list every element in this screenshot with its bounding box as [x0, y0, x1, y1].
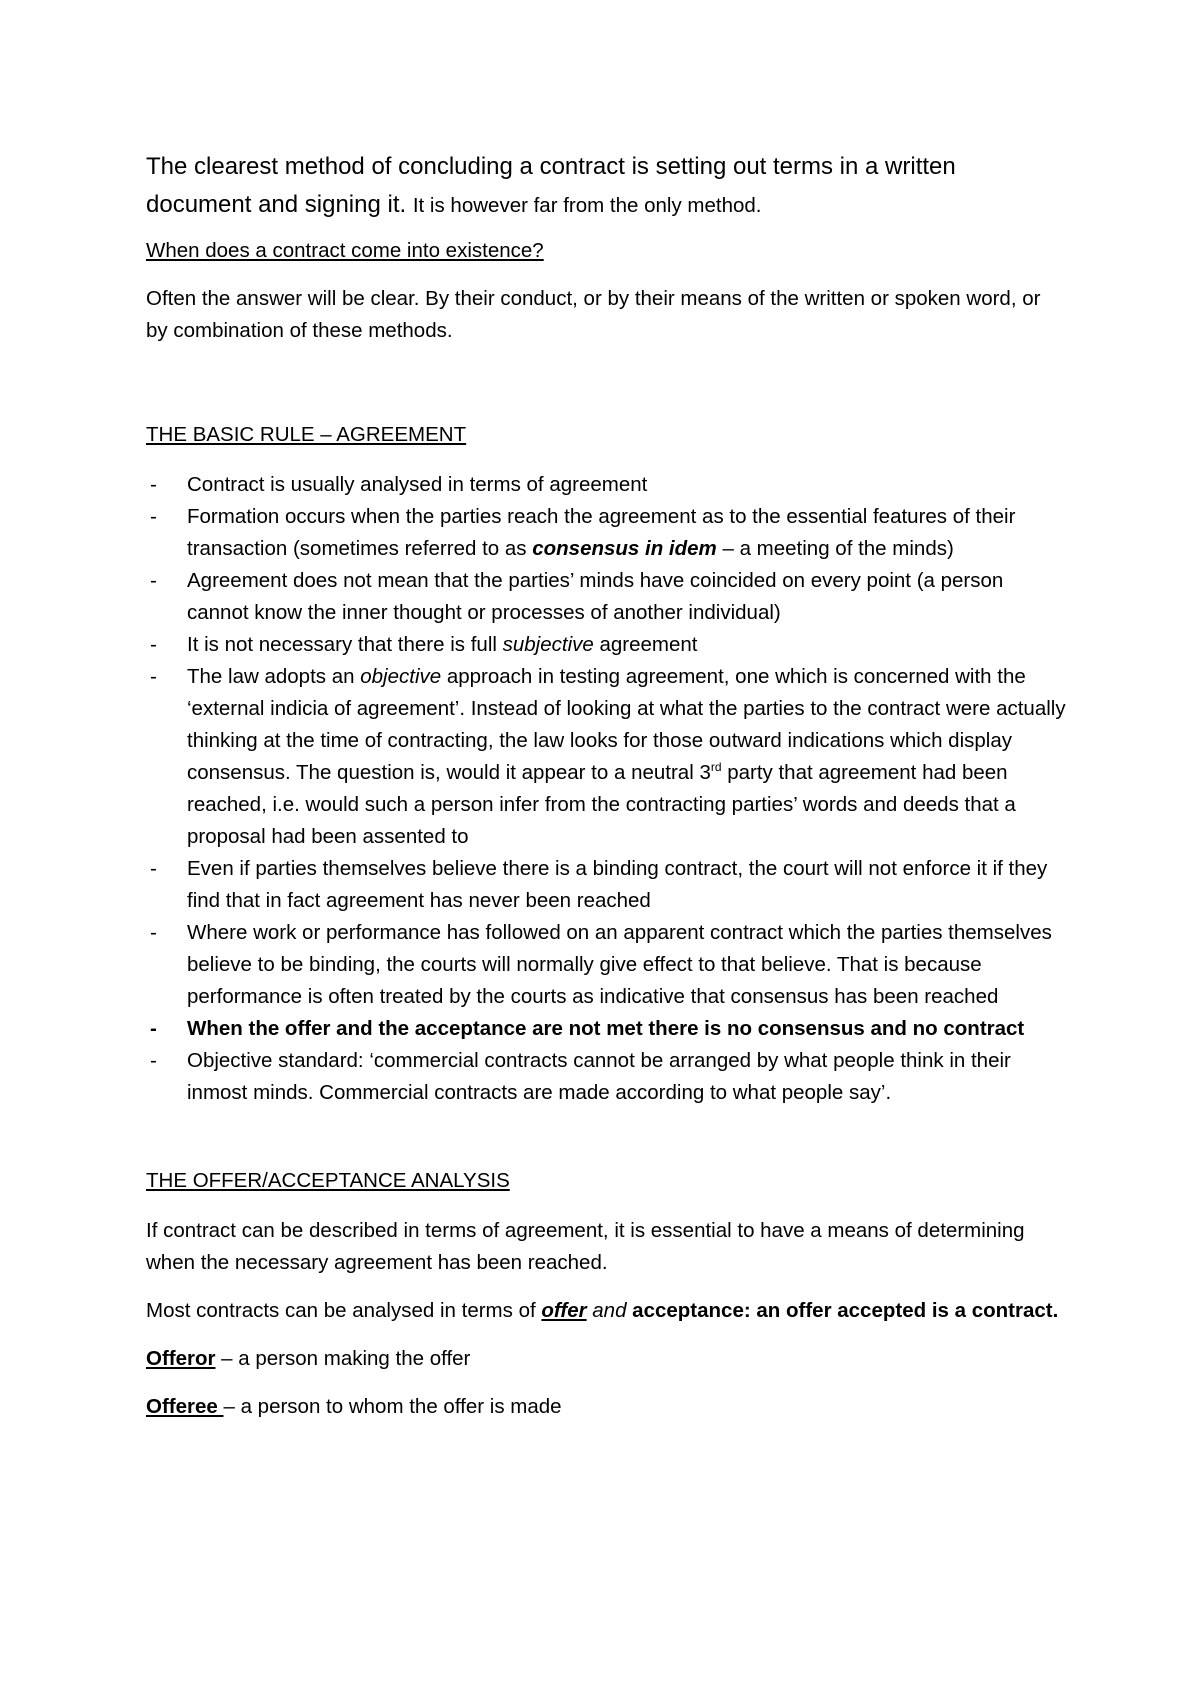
- dash-bullet: -: [150, 505, 157, 528]
- offeree-term: Offeree: [146, 1395, 224, 1418]
- list-item-text: Agreement does not mean that the parties’ minds have coincided on every point (a person cannot know the inner thought or processes of another individual): [187, 569, 1004, 624]
- document-page: [146, 148, 1066, 1439]
- list-item-text: agreement: [593, 633, 698, 656]
- list-item: [146, 629, 1066, 661]
- intro-rest-text: It is however far from the only method.: [412, 194, 762, 217]
- list-item-text: Where work or performance has followed on an apparent contract which the parties themselves believe to be binding, the courts will normally give effect to that believe. That is because performance is often treated by the courts as indicative that consensus has been reached: [187, 921, 1052, 1008]
- objective-term: objective: [360, 665, 442, 688]
- offer-acceptance-paragraph-2: [146, 1295, 1066, 1327]
- acceptance-text: acceptance: an offer accepted is a contract.: [626, 1299, 1059, 1322]
- list-item: [146, 501, 1066, 565]
- dash-bullet: -: [150, 633, 157, 656]
- and-text: and: [586, 1299, 627, 1322]
- dash-bullet: -: [150, 857, 157, 880]
- dash-bullet: -: [150, 473, 157, 496]
- section-spacer: [146, 1109, 1066, 1165]
- list-item-text: approach in testing agreement, one which is concerned with the ‘external indicia of agreement’. Instead of looking at what the parties to the contract were actually thinking at the time of contracting, the law looks for those outward indications which display consensus. The question is, would it appear to a neutral 3: [187, 665, 1066, 784]
- offeree-definition: [146, 1391, 1066, 1423]
- dash-bullet: -: [150, 1049, 157, 1072]
- offeror-definition: [146, 1343, 1066, 1375]
- list-item: [146, 661, 1066, 853]
- list-item-text: It is not necessary that there is full: [187, 633, 503, 656]
- list-item: [146, 1045, 1066, 1109]
- existence-answer: Often the answer will be clear. By their conduct, or by their means of the written or spoken word, or by combination of these methods.: [146, 287, 1041, 342]
- list-item-text: Contract is usually analysed in terms of agreement: [187, 473, 648, 496]
- paragraph-text: Most contracts can be analysed in terms of: [146, 1299, 542, 1322]
- ordinal-suffix: rd: [710, 760, 722, 775]
- offer-acceptance-paragraph-1: If contract can be described in terms of agreement, it is essential to have a means of determining when the necessary agreement has been reached.: [146, 1219, 1025, 1274]
- dash-bullet: -: [150, 921, 157, 944]
- dash-bullet: -: [150, 1017, 157, 1040]
- existence-question: When does a contract come into existence?: [146, 239, 544, 262]
- list-item: [146, 1013, 1066, 1045]
- section-spacer: [146, 363, 1066, 419]
- basic-rule-list: [146, 469, 1066, 1109]
- list-item-text: The law adopts an: [187, 665, 361, 688]
- list-item: [146, 917, 1066, 1013]
- offeree-def-text: – a person to whom the offer is made: [223, 1395, 562, 1418]
- list-item: [146, 565, 1066, 629]
- intro-paragraph: [146, 148, 1066, 225]
- dash-bullet: -: [150, 665, 157, 688]
- consensus-term: consensus in idem: [532, 537, 717, 560]
- offeror-term: Offeror: [146, 1347, 216, 1370]
- offer-acceptance-heading: THE OFFER/ACCEPTANCE ANALYSIS: [146, 1169, 510, 1192]
- basic-rule-heading: THE BASIC RULE – AGREEMENT: [146, 423, 467, 446]
- list-item-text: Formation occurs when the parties reach the agreement as to the essential features of their transaction (sometimes referred to as: [187, 505, 1016, 560]
- list-item-text: Even if parties themselves believe there is a binding contract, the court will not enforce it if they find that in fact agreement has never been reached: [187, 857, 1048, 912]
- intro-large-text: The clearest method of concluding a contract is setting out terms in a written document and signing it.: [146, 153, 956, 218]
- list-item: [146, 853, 1066, 917]
- list-item-text: – a meeting of the minds): [716, 537, 954, 560]
- subjective-term: subjective: [502, 633, 594, 656]
- dash-bullet: -: [150, 569, 157, 592]
- list-item: [146, 469, 1066, 501]
- offeror-def-text: – a person making the offer: [215, 1347, 471, 1370]
- offer-term: offer: [541, 1299, 587, 1322]
- list-item-text: Objective standard: ‘commercial contracts cannot be arranged by what people think in their inmost minds. Commercial contracts are made according to what people say’.: [187, 1049, 1011, 1104]
- list-item-text: When the offer and the acceptance are not met there is no consensus and no contract: [187, 1017, 1025, 1040]
- list-item-text: party that agreement had been reached, i.e. would such a person infer from the contracting parties’ words and deeds that a proposal had been assented to: [187, 761, 1016, 848]
